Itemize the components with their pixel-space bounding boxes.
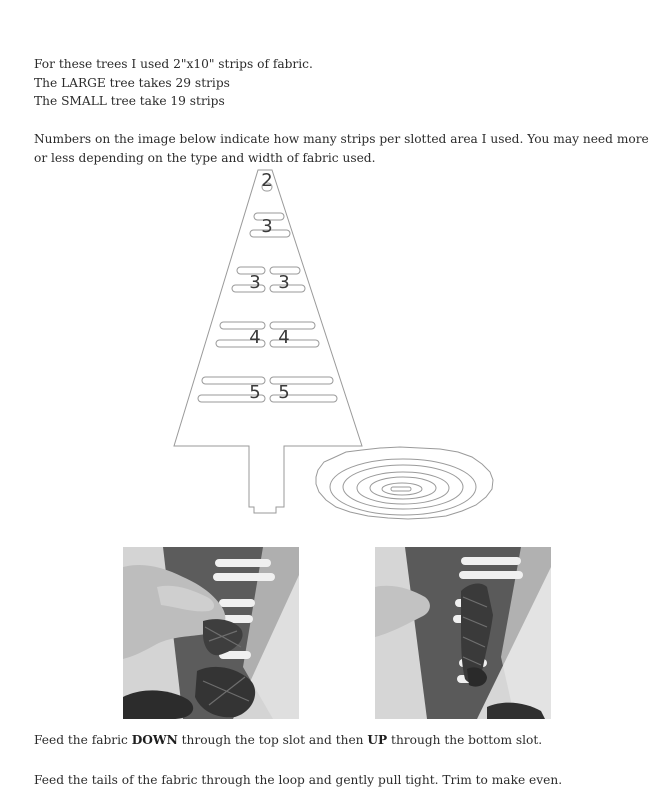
step-feed-down-up — [34, 731, 542, 749]
intro-line-fabric: For these trees I used 2"x10" strips of fabric. — [34, 57, 313, 71]
wood-slice-base — [316, 447, 493, 519]
photo-feeding-fabric — [123, 547, 299, 719]
photo-pulling-tight — [375, 547, 551, 719]
slot-count-label: 3 — [249, 272, 261, 293]
step1-up-emphasis: UP — [367, 733, 388, 747]
step1-text-start: Feed the fabric — [34, 733, 132, 747]
intro-line-large: The LARGE tree takes 29 strips — [34, 75, 230, 90]
slot-count-label: 4 — [278, 327, 290, 348]
slot-count-label: 5 — [249, 382, 261, 403]
slot — [270, 322, 315, 329]
step1-text-middle: through the top slot and then — [177, 733, 368, 747]
step1-text-end: through the bottom slot. — [387, 733, 543, 747]
slot-count-label: 4 — [249, 327, 261, 348]
slot-count-label: 2 — [261, 170, 273, 191]
step1-down-emphasis: DOWN — [131, 733, 178, 747]
intro-line-small: The SMALL tree take 19 strips — [34, 94, 225, 108]
slot-count-label: 5 — [278, 382, 290, 403]
note-paragraph: Numbers on the image below indicate how many strips per slotted area I used. You may need more or less depending on the type and width of fabric used. — [34, 132, 649, 165]
slot-count-label: 3 — [278, 272, 290, 293]
step-pull-tight: Feed the tails of the fabric through the loop and gently pull tight. Trim to make even. — [34, 773, 563, 787]
slot-count-label: 3 — [261, 216, 273, 237]
